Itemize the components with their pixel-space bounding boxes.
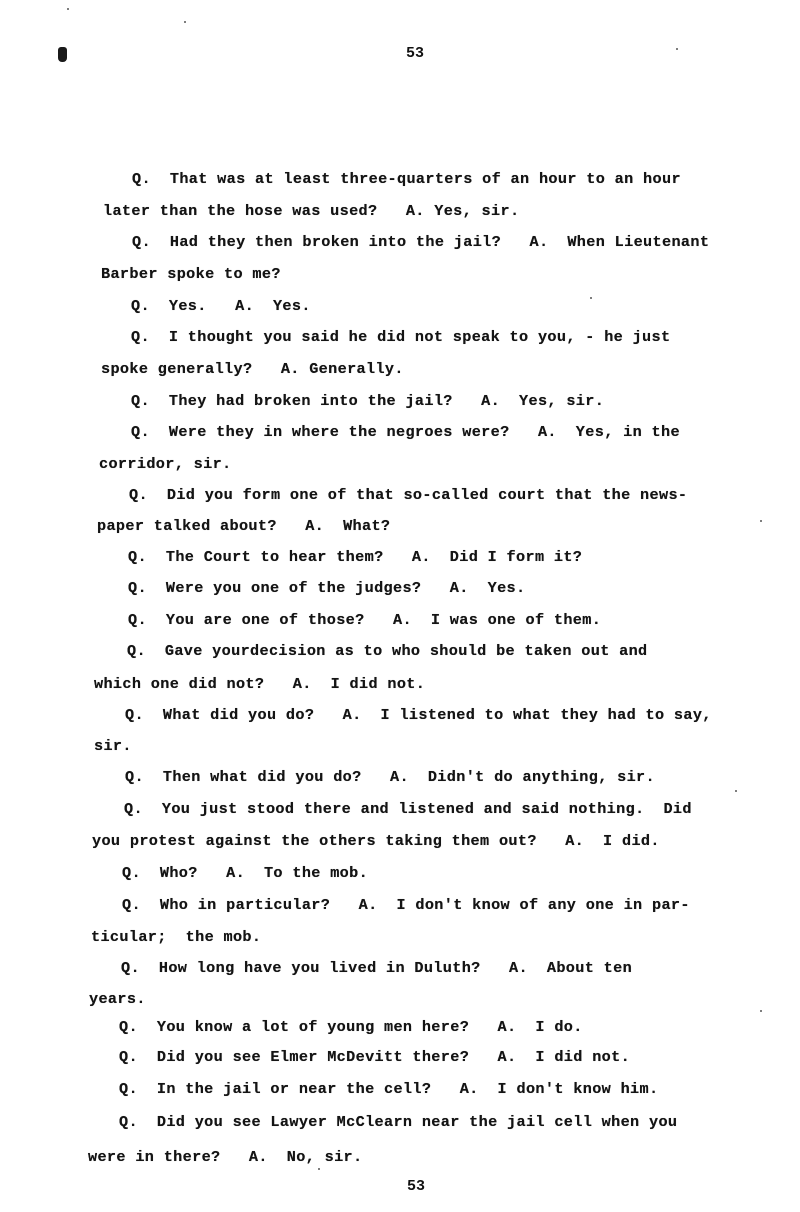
transcript-line: paper talked about? A. What?	[97, 517, 391, 535]
page-number-bottom: 53	[407, 1178, 426, 1195]
transcript-line: corridor, sir.	[99, 455, 232, 473]
transcript-line: Q. How long have you lived in Duluth? A. About ten	[121, 959, 633, 977]
transcript-line: Q. Did you see Elmer McDevitt there? A. I did not.	[119, 1048, 631, 1066]
transcript-line: Q. Did you see Lawyer McClearn near the jail cell when you	[119, 1113, 678, 1131]
scan-speck	[735, 790, 737, 792]
transcript-line: later than the hose was used? A. Yes, sir.	[103, 202, 520, 220]
transcript-line: Q. In the jail or near the cell? A. I don't know him.	[119, 1080, 659, 1098]
scan-speck	[676, 48, 678, 50]
transcript-line: were in there? A. No, sir.	[88, 1148, 363, 1166]
scan-speck	[760, 520, 762, 522]
transcript-line: Q. They had broken into the jail? A. Yes, sir.	[131, 392, 605, 410]
transcript-line: Q. That was at least three-quarters of an hour to an hour	[132, 170, 681, 188]
transcript-line: Q. Who in particular? A. I don't know of any one in par-	[122, 896, 690, 914]
transcript-line: Q. Gave yourdecision as to who should be taken out and	[127, 642, 648, 660]
transcript-line: you protest against the others taking them out? A. I did.	[92, 832, 660, 850]
scan-speck	[184, 21, 186, 23]
transcript-line: Q. Were you one of the judges? A. Yes.	[128, 579, 526, 597]
scan-speck	[760, 1010, 762, 1012]
transcript-line: which one did not? A. I did not.	[94, 675, 426, 693]
transcript-line: ticular; the mob.	[91, 928, 262, 946]
transcript-line: Q. What did you do? A. I listened to what they had to say,	[125, 706, 712, 724]
punch-mark	[58, 47, 67, 62]
transcript-line: Q. You just stood there and listened and said nothing. Did	[124, 800, 692, 818]
scan-speck	[67, 8, 69, 10]
transcript-line: Q. Had they then broken into the jail? A. When Lieutenant	[132, 233, 710, 251]
transcript-line: spoke generally? A. Generally.	[101, 360, 404, 378]
transcript-line: Q. You are one of those? A. I was one of them.	[128, 611, 602, 629]
transcript-line: Q. Were they in where the negroes were? A. Yes, in the	[131, 423, 680, 441]
scan-speck	[590, 297, 592, 299]
transcript-line: Q. I thought you said he did not speak to you, - he just	[131, 328, 671, 346]
transcript-line: Q. Who? A. To the mob.	[122, 864, 369, 882]
transcript-line: Q. The Court to hear them? A. Did I form it?	[128, 548, 583, 566]
transcript-line: years.	[89, 990, 146, 1008]
transcript-line: Q. You know a lot of young men here? A. I do.	[119, 1018, 583, 1036]
transcript-line: sir.	[94, 737, 132, 755]
transcript-line: Q. Yes. A. Yes.	[131, 297, 311, 315]
transcript-line: Q. Did you form one of that so-called court that the news-	[129, 486, 688, 504]
scan-speck	[318, 1168, 320, 1170]
page-number-top: 53	[406, 45, 425, 62]
transcript-line: Q. Then what did you do? A. Didn't do anything, sir.	[125, 768, 655, 786]
transcript-line: Barber spoke to me?	[101, 265, 281, 283]
